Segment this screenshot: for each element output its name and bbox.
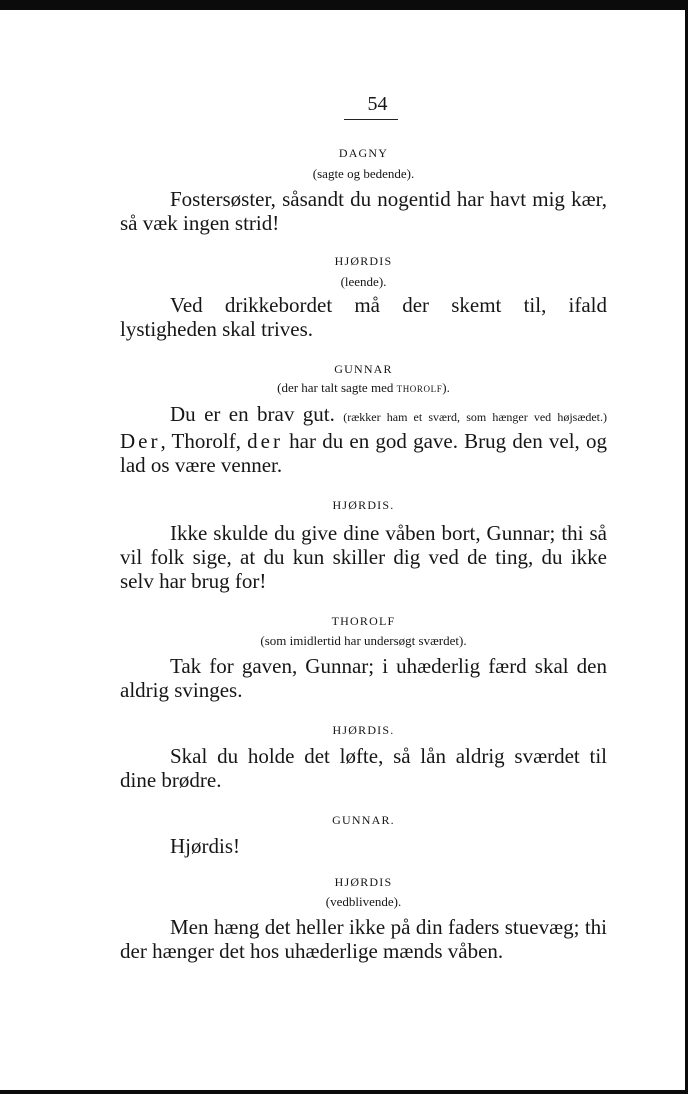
block-hjordis-3 [120,722,607,792]
speech-text: Hjørdis! [170,834,240,858]
block-hjordis-1 [120,253,607,341]
speech-text: Ikke skulde du give dine våben bort, Gunnar; thi så vil folk sige, at du kun skiller dig ved de ting, du ikke selv har brug for! [120,521,607,593]
block-dagny [120,145,607,235]
speaker-name: GUNNAR [334,362,393,376]
stage-direction: (leende). [340,274,387,289]
speaker-name: HJØRDIS. [332,498,395,512]
stage-direction: (som imidlertid har undersøgt sværdet). [260,633,467,648]
book-page [120,92,607,963]
speech-text: Ved drikkebordet må der skemt til, ifald lystigheden skal trives. [120,293,607,341]
stage-direction: (vedblivende). [325,894,402,909]
speaker-name: HJØRDIS [334,254,393,268]
page-number-rule [344,119,398,120]
speech-text: Fostersøster, såsandt du nogentid har havt mig kær, så væk ingen strid! [120,187,607,235]
page-number: 54 [367,93,388,115]
stage-direction: (sagte og bedende). [312,166,415,181]
block-hjordis-2 [120,497,607,593]
scan-border-bottom [0,1090,688,1094]
speech-text: Men hæng det heller ikke på din faders stuevæg; thi der hænger det hos uhæderlige mænds våben. [120,915,607,963]
block-gunnar-1 [120,361,607,477]
speaker-name: HJØRDIS. [332,723,395,737]
scan-border-top [0,0,688,10]
speaker-name: GUNNAR. [332,813,395,827]
inline-stage-direction: (rækker ham et sværd, som hænger ved højsædet.) [343,410,608,424]
speaker-name: HJØRDIS [334,875,393,889]
block-thorolf [120,613,607,702]
block-gunnar-2 [120,812,607,858]
speech-text: Du er en brav gut. (rækker ham et sværd, som hænger ved højsædet.) Der, Thorolf, der har du en god gave. Brug den vel, og lad os være venner. [120,402,608,477]
speaker-name: THOROLF [331,614,396,628]
stage-direction: (der har talt sagte med THOROLF). [277,380,450,395]
speaker-name: DAGNY [338,146,389,160]
block-hjordis-4 [120,874,607,963]
speech-text: Skal du holde det løfte, så lån aldrig sværdet til dine brødre. [120,744,607,792]
speech-text: Tak for gaven, Gunnar; i uhæderlig færd skal den aldrig svinges. [120,654,607,702]
